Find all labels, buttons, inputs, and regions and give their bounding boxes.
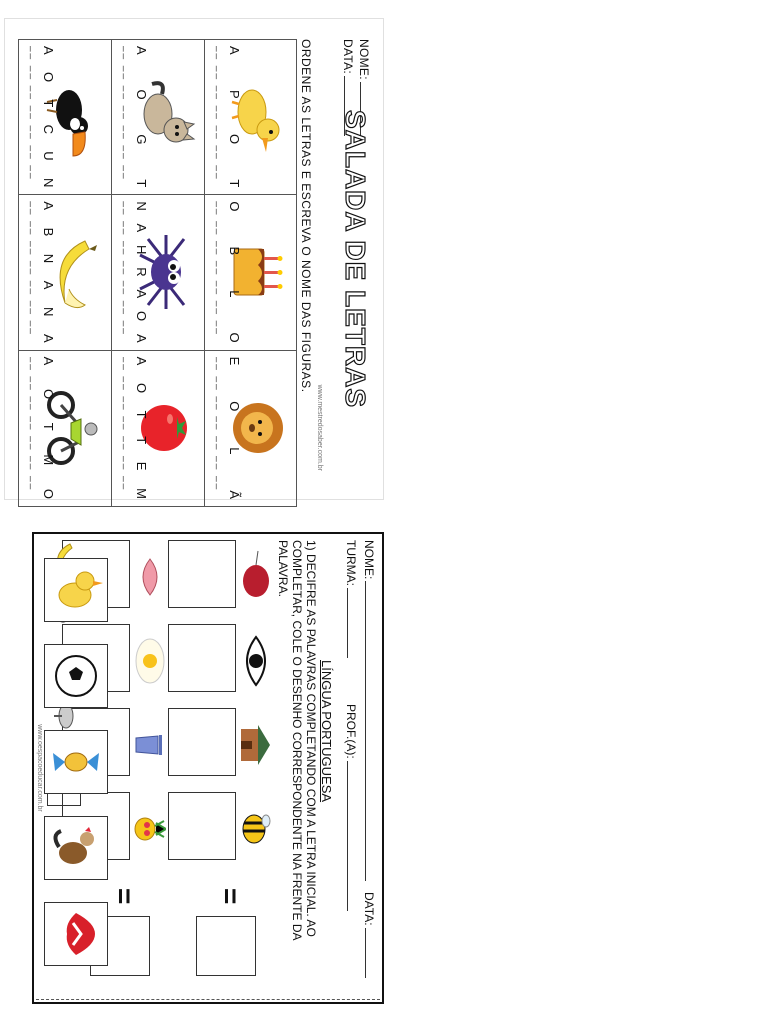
answer-line[interactable]: __ __ __ __ __ __ __ [29,356,40,492]
scrambled-letters: A O T T E M [134,356,150,500]
name-field[interactable]: NOME: [357,39,371,142]
answer-line[interactable]: __ __ __ __ __ __ __ [122,46,134,181]
ball-icon [45,645,107,707]
word-item [240,792,272,866]
grid-cell [204,351,296,506]
answer-line[interactable]: __ __ __ __ __ __ __ [122,356,134,492]
sticker[interactable] [44,902,108,966]
scrambled-letters: N A H R A O A [134,201,150,344]
answer-line[interactable]: __ __ __ __ __ __ __ [122,201,134,336]
sticker-strip [36,548,118,992]
worksheet-salada-de-letras [4,18,384,500]
answer-box[interactable] [168,624,236,692]
bee-icon [240,799,272,859]
name-field[interactable]: NOME: [362,540,376,881]
answer-box[interactable] [168,792,236,860]
answer-boxes-row [166,540,236,880]
subject-title: LÍNGUA PORTUGUESA [319,660,334,803]
grid-cell [111,195,203,350]
cut-line [36,999,380,1000]
grid-cell [19,351,111,506]
house-icon [240,715,272,775]
sticker[interactable] [44,816,108,880]
mouth-lips-icon [134,547,166,607]
class-field[interactable]: TURMA: [344,540,358,658]
answer-box[interactable] [196,916,256,976]
worksheet-title: SALADA DE LETRAS [340,109,371,409]
word-item [134,540,166,614]
lips-icon [45,903,107,965]
scrambled-letters: E O L Ã [226,356,242,500]
answer-line[interactable]: __ __ __ __ __ __ __ [29,201,40,336]
scrambled-letters: A B N A N A [41,201,56,344]
trash-can-icon [134,715,166,775]
site-credit: www.mestredosaber.com.br [316,384,323,471]
equals-sign: = [215,888,246,905]
instruction-text: ORDENE AS LETRAS E ESCREVA O NOME DAS FIGURAS. [299,39,313,393]
teacher-field[interactable]: PROF.(A): [344,704,358,911]
grid-cell [19,40,111,195]
answer-line[interactable]: __ __ __ __ __ __ __ [29,46,40,181]
sticker[interactable] [44,730,108,794]
word-item [240,624,272,698]
word-item [134,708,166,782]
date-field[interactable]: DATA: [341,39,355,136]
word-item [134,792,166,866]
fried-egg-icon [134,631,166,691]
grid-cell [204,40,296,195]
answer-line[interactable]: __ __ __ __ __ __ __ [214,46,226,181]
worksheet-header [317,39,377,479]
answer-box[interactable] [168,540,236,608]
word-item [240,708,272,782]
equals-sign: = [109,888,140,905]
grid-cell [204,195,296,350]
grid-cell [19,195,111,350]
rooster-icon [45,817,107,879]
letters-grid [18,39,297,507]
answer-box[interactable] [168,708,236,776]
answer-line[interactable]: __ __ __ __ __ __ __ [214,356,226,492]
candy-icon [45,731,107,793]
sticker[interactable] [44,558,108,622]
scrambled-letters: A O T C U N [41,46,56,189]
duck-icon [45,559,107,621]
instruction-text: 1) DECIFRE AS PALAVRAS COMPLETANDO COM A LETRA INICIAL. AO COMPLETAR, COLE O DESENHO CORRESPONDENTE NA FRENTE DA PALAVRA. [276,540,318,940]
word-item [240,540,272,614]
grid-cell [111,40,203,195]
scrambled-letters: A P O T [226,46,242,189]
eye-icon [240,631,272,691]
balloon-icon [240,547,272,607]
date-field[interactable]: DATA: [362,892,376,978]
answer-line[interactable]: __ __ __ __ __ __ __ [214,201,226,336]
scrambled-letters: O B L O [226,201,242,344]
sticker[interactable] [44,644,108,708]
scrambled-letters: A O T M O [41,356,56,500]
scrambled-letters: A O G T [134,46,150,189]
grid-cell [111,351,203,506]
pineapple-icon [134,799,166,859]
site-credit: www.oespacoeducar.com.br [36,724,43,812]
word-item [134,624,166,698]
